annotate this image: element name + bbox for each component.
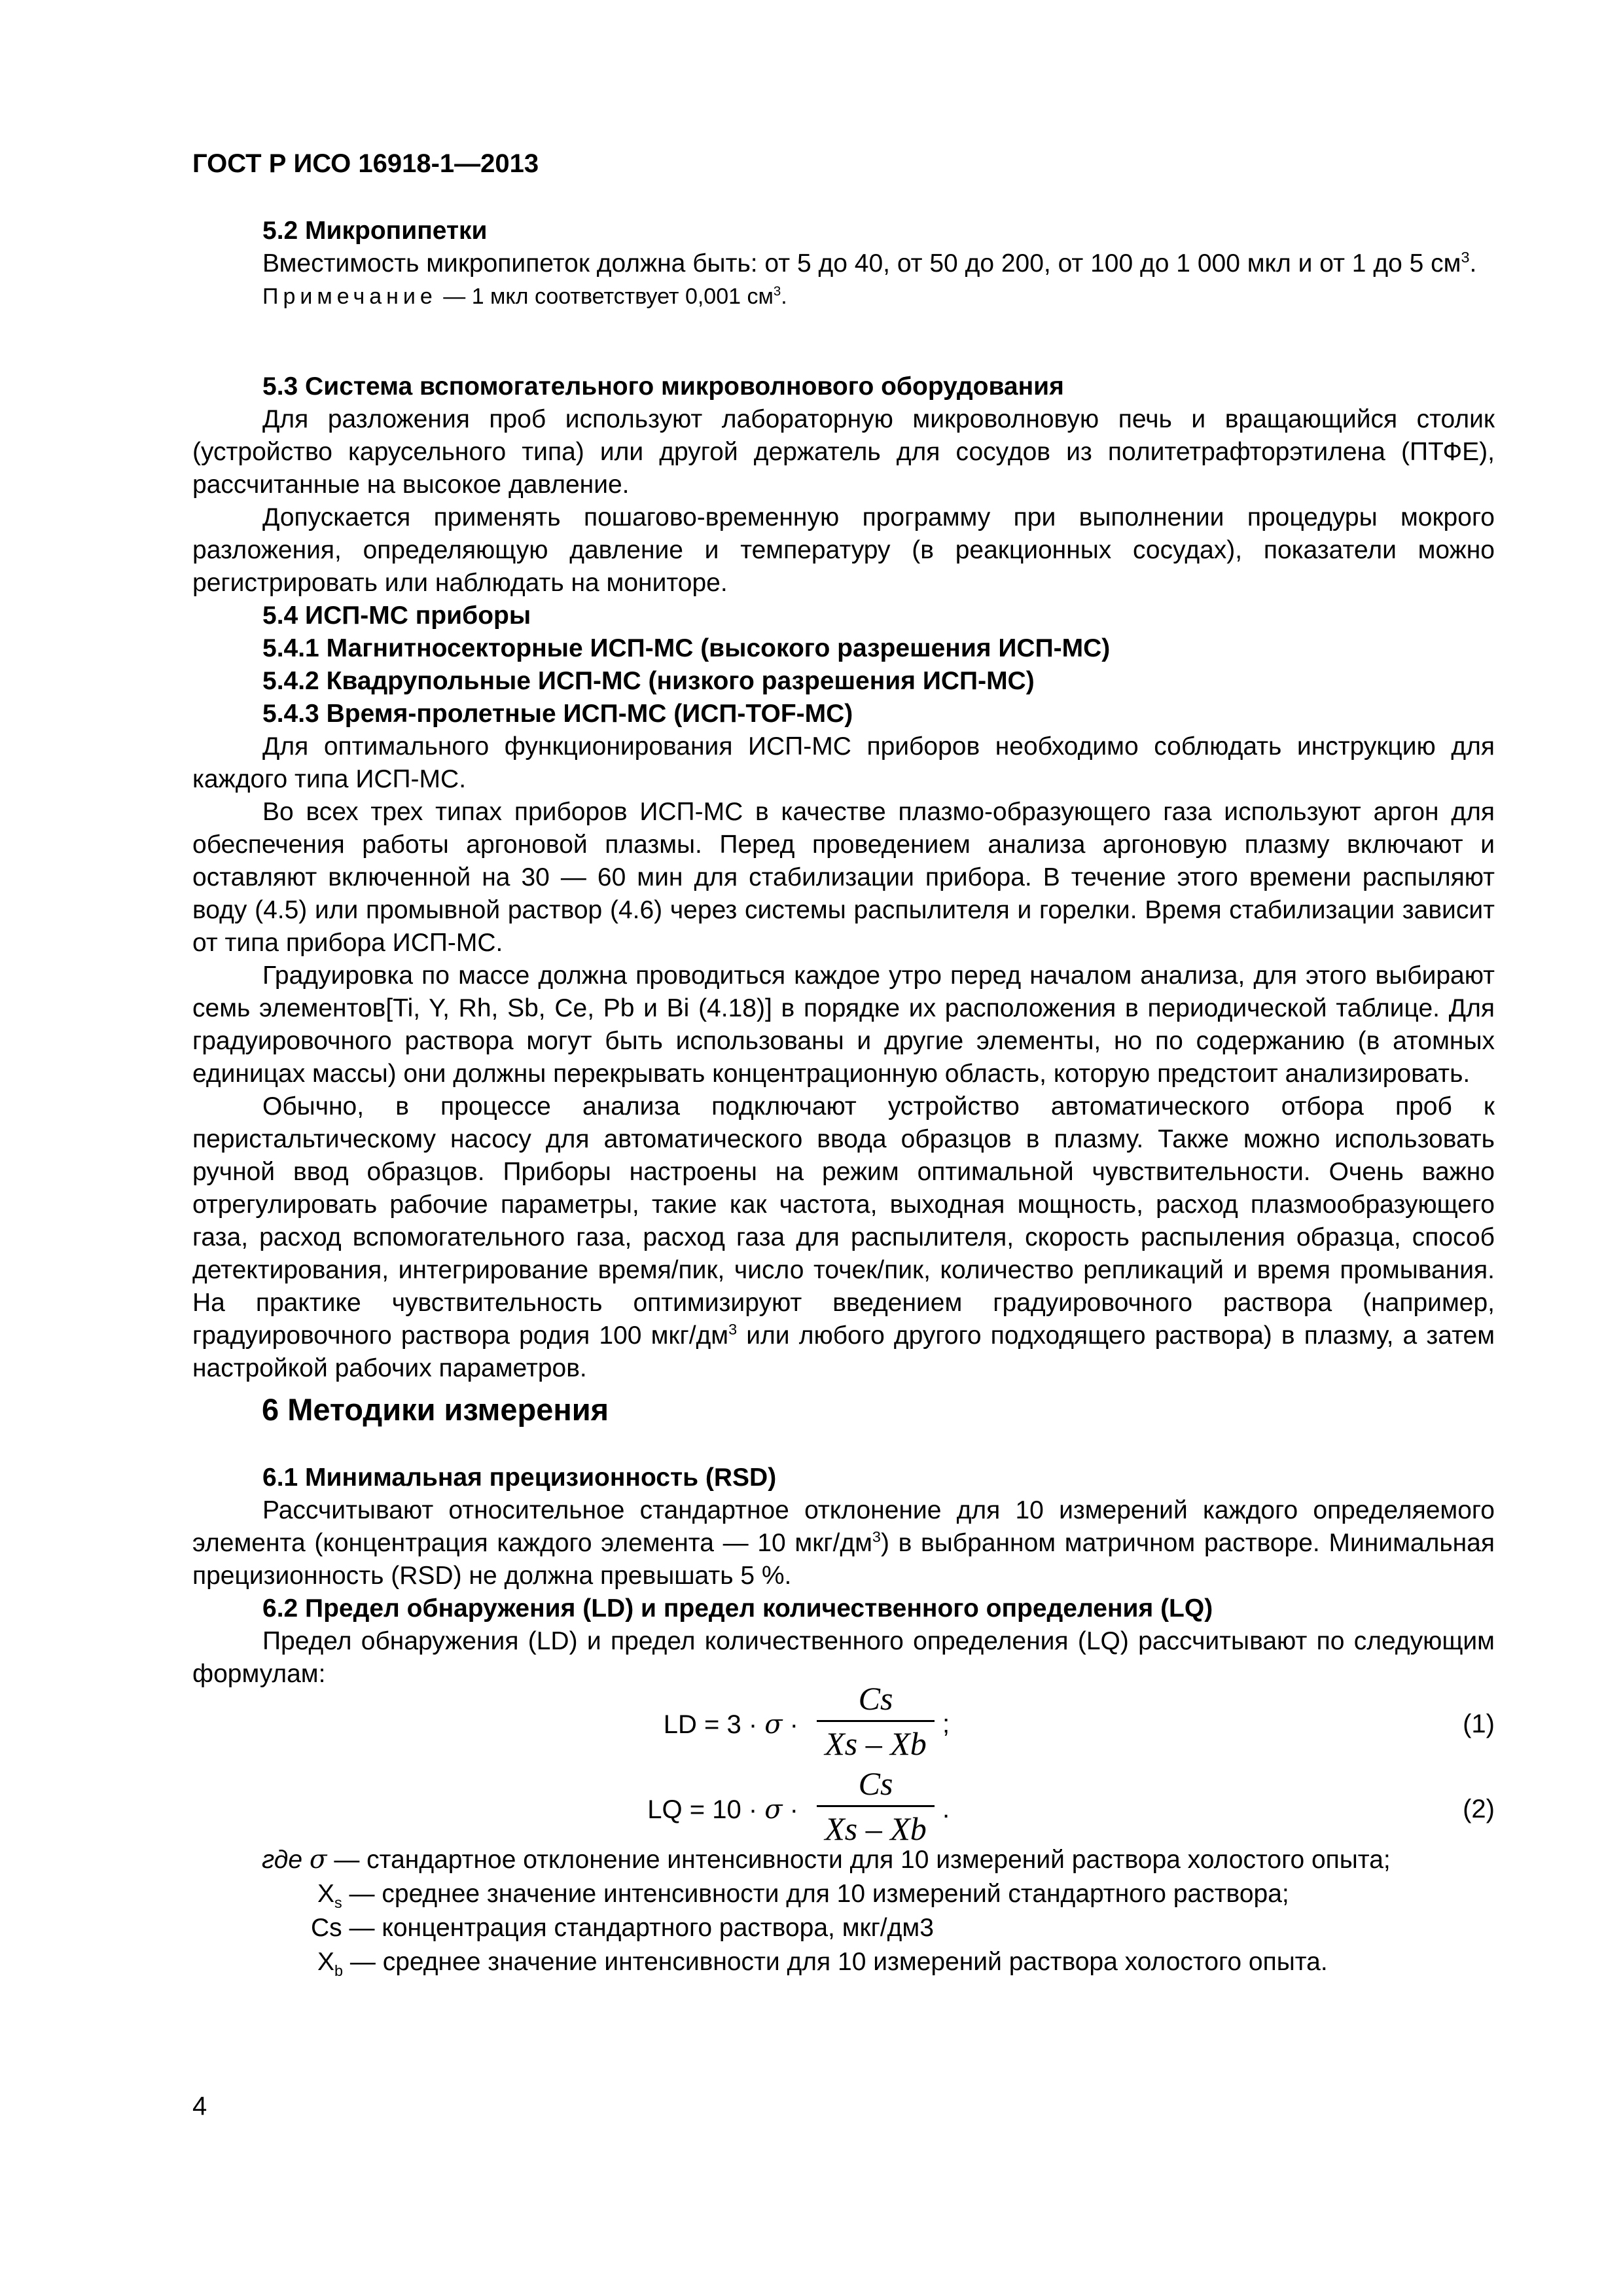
section-heading: 6.2 Предел обнаружения (LD) и предел количественного определения (LQ) (262, 1594, 1213, 1623)
note: Примечание — 1 мкл соответствует 0,001 $см^3$. (262, 284, 787, 309)
paragraph: Допускается применять пошагово-временную программу при выполнении процедуры мокрого разложения, определяющую давление и температуру (в реакционных сосудах), показатели можно регистрировать или наблюдать на мониторе. (192, 503, 1495, 597)
section-6 (192, 1462, 1495, 1691)
subsection-heading: 5.4.2 Квадрупольные ИСП-МС (низкого разрешения ИСП-МС) (262, 667, 1035, 695)
paragraph: Для разложения проб используют лабораторную микроволновую печь и вращающийся столик (устройство карусельного типа) или другой держатель для сосудов из политетрафторэтилена (ПТФЕ), рассчитанные на высокое давление. (192, 405, 1495, 499)
formula-number: (2) (1463, 1795, 1495, 1823)
subsection-heading: 5.4.1 Магнитносекторные ИСП-МС (высокого разрешения ИСП-МС) (262, 634, 1111, 662)
fraction-bar (817, 1720, 935, 1722)
formula-separator: ; (942, 1710, 950, 1738)
variable-definitions (262, 1843, 1391, 1979)
section-heading: 5.2 Микропипетки (262, 217, 488, 245)
formula-fraction (817, 1763, 935, 1849)
section-heading: 5.4 ИСП-МС приборы (262, 601, 531, 630)
section-heading: 6.1 Минимальная прецизионность (RSD) (262, 1463, 777, 1492)
paragraph: Рассчитывают относительное стандартное отклонение для 10 измерений каждого определяемого элемента (концентрация каждого элемента — 10 мкг/$дм^3$) в выбранном матричном растворе. Минимальная прецизионность (RSD) не должна превышать 5 %. (192, 1496, 1495, 1590)
formula-number: (1) (1463, 1710, 1495, 1738)
formula-ld (0, 1678, 1623, 1770)
formula-lq (0, 1763, 1623, 1855)
chapter-heading: 6 Методики измерения (262, 1392, 609, 1427)
paragraph: Предел обнаружения (LD) и предел количественного определения (LQ) рассчитывают по следующим формулам: (192, 1627, 1495, 1688)
formula-separator: . (942, 1795, 950, 1823)
formula-lhs: LD = 3 · σ · (663, 1710, 798, 1740)
formula-lhs: LQ = 10 · σ · (647, 1795, 798, 1825)
fraction-numerator: Cs (858, 1765, 893, 1802)
paragraph: Обычно, в процессе анализа подключают устройство автоматического отбора проб к перистальтическому насосу для автоматического ввода образцов в плазму. Также можно использовать ручной ввод образцов. Приборы настроены на режим оптимальной чувствительности. Очень важно отрегулировать рабочие параметры, такие как частота, выходная мощность, расход плазмообразующего газа, расход вспомогательного газа, расход газа для распылителя, скорость распыления образца, способ детектирования, интегрирование время/пик, число точек/пик, количество репликаций и время промывания. На практике чувствительность оптимизируют введением градуировочного раствора (например, градуировочного раствора родия 100 мкг/$дм^3$ или любого другого подходящего раствора) в плазму, а затем настройкой рабочих параметров. (192, 1092, 1495, 1382)
paragraph: Во всех трех типах приборов ИСП-МС в качестве плазмо-образующего газа используют аргон для обеспечения работы аргоновой плазмы. Перед проведением анализа аргоновую плазму включают и оставляют включенной на 30 — 60 мин для стабилизации прибора. В течение этого времени распыляют воду (4.5) или промывной раствор (4.6) через системы распылителя и горелки. Время стабилизации зависит от типа прибора ИСП-МС. (192, 798, 1495, 957)
page-number: 4 (192, 2092, 207, 2121)
document-header: ГОСТ Р ИСО 16918-1—2013 (192, 149, 539, 178)
formula-fraction (817, 1678, 935, 1764)
definition-sigma: где σ — стандартное отклонение интенсивности для 10 измерений раствора холостого опыта; (262, 1845, 1391, 1874)
definition-xb: $X_b$ — среднее значение интенсивности для 10 измерений раствора холостого опыта. (317, 1948, 1328, 1979)
fraction-denominator: Xs – Xb (825, 1810, 927, 1847)
note-label: Примечание (262, 284, 437, 309)
fraction-bar (817, 1805, 935, 1807)
section-5-3-5-4 (192, 370, 1495, 1385)
subsection-heading: 5.4.3 Время-пролетные ИСП-МС (ИСП-TOF-МС) (262, 700, 853, 728)
fraction-numerator: Cs (858, 1680, 893, 1717)
definition-xs: $X_s$ — среднее значение интенсивности для 10 измерений стандартного раствора; (317, 1880, 1289, 1911)
definition-cs: Cs — концентрация стандартного раствора, мкг/дм3 (311, 1914, 934, 1942)
paragraph: Вместимость микропипеток должна быть: от 5 до 40, от 50 до 200, от 100 до 1 000 мкл и от 1 до 5 $см^3$. (262, 249, 1477, 278)
fraction-denominator: Xs – Xb (825, 1725, 927, 1762)
paragraph: Градуировка по массе должна проводиться каждое утро перед началом анализа, для этого выбирают семь элементов[Ti, Y, Rh, Sb, Ce, Pb и Bi (4.18)] в порядке их расположения в периодической таблице. Для градуировочного раствора могут быть использованы и другие элементы, но по содержанию (в атомных единицах массы) они должны перекрывать концентрационную область, которую предстоит анализировать. (192, 961, 1495, 1088)
section-5-2 (192, 215, 1495, 313)
paragraph: Для оптимального функционирования ИСП-МС приборов необходимо соблюдать инструкцию для каждого типа ИСП-МС. (192, 732, 1495, 793)
section-heading: 5.3 Система вспомогательного микроволнового оборудования (262, 372, 1064, 401)
